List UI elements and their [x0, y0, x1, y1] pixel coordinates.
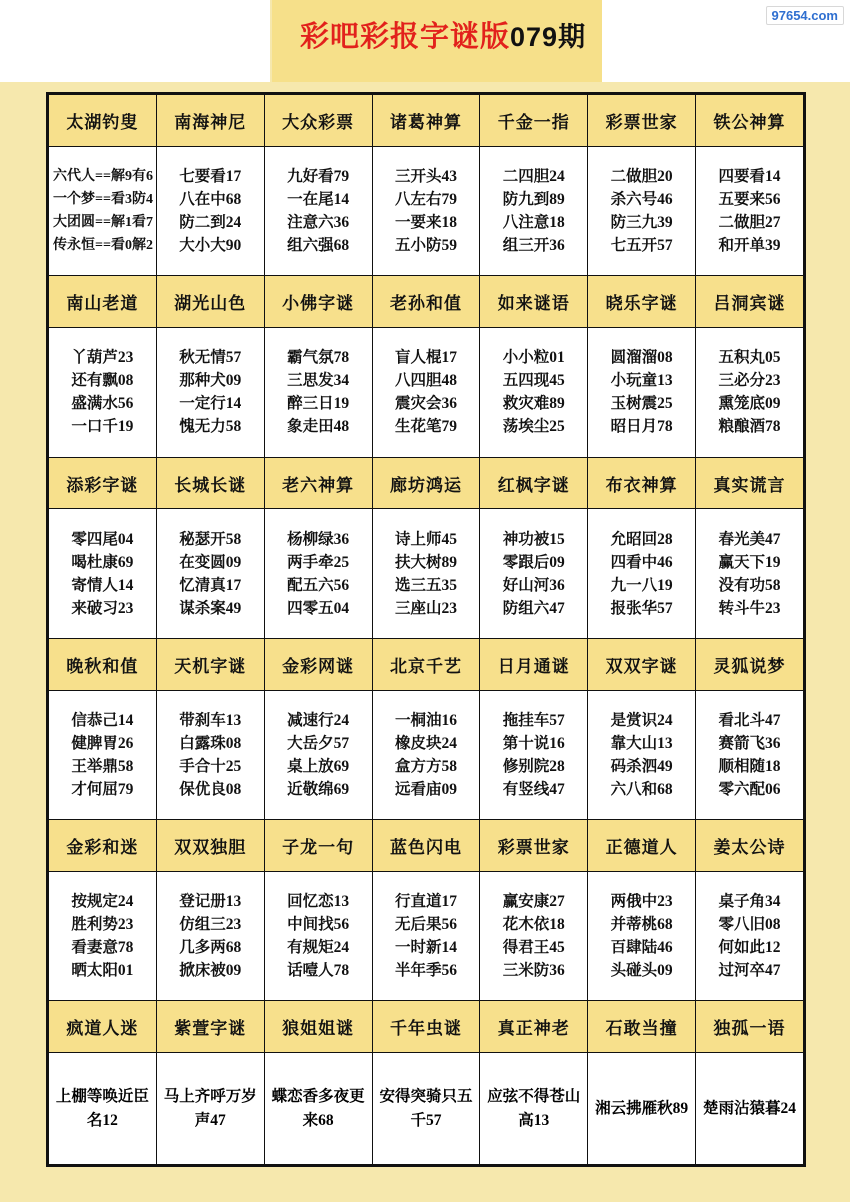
column-header: 湖光山色: [156, 276, 264, 328]
page-title: [300, 14, 730, 55]
riddle-line: 三开头43: [394, 168, 457, 186]
riddle-line: 才何屈79: [71, 780, 134, 798]
riddle-line: 半年季56: [394, 962, 457, 980]
riddle-line: 二做胆20: [610, 168, 673, 186]
riddle-line: 头碰头09: [610, 962, 673, 980]
riddle-line: 昭日月78: [610, 418, 673, 436]
top-banner: [0, 0, 850, 88]
column-header: 太湖钓叟: [49, 95, 157, 147]
riddle-line: 百肆陆46: [610, 939, 673, 957]
riddle-line: 看妻意78: [71, 939, 134, 957]
riddle-line: 安得突骑只五: [379, 1087, 473, 1105]
column-header: 姜太公诗: [696, 820, 804, 872]
riddle-line: 三必分23: [718, 372, 781, 390]
column-header: 疯道人迷: [49, 1001, 157, 1053]
page-title-text: 彩吧彩报字谜版: [300, 21, 511, 53]
riddle-line: 三米防36: [502, 962, 565, 980]
riddle-line: 四看中46: [610, 553, 673, 571]
table-row: [49, 872, 804, 1001]
column-header: 铁公神算: [696, 95, 804, 147]
riddle-line: 大小大90: [179, 237, 242, 255]
riddle-cell: [480, 1053, 588, 1165]
riddle-line: 霸气氛78: [287, 349, 350, 367]
riddle-line: 王举鼎58: [71, 757, 134, 775]
riddle-cell: [156, 328, 264, 457]
riddle-line: 零六配06: [718, 780, 781, 798]
riddle-line: 拖挂车57: [502, 711, 565, 729]
riddle-line: 象走田48: [287, 418, 350, 436]
riddle-line: 靠大山13: [610, 734, 673, 752]
riddle-line: 传永恒==看0解2: [53, 238, 153, 254]
riddle-line: 允昭回28: [610, 530, 673, 548]
table-header-row: [49, 95, 804, 147]
column-header: 金彩网谜: [264, 638, 372, 690]
riddle-line: 大团圆==解1看7: [53, 215, 153, 231]
riddle-line: 行直道17: [394, 893, 457, 911]
table-header-row: [49, 820, 804, 872]
table-header-row: [49, 638, 804, 690]
column-header: 双双字谜: [588, 638, 696, 690]
riddle-line: 一要来18: [394, 214, 457, 232]
riddle-line: 九好看79: [287, 168, 350, 186]
riddle-line: 蝶恋香多夜更: [271, 1087, 365, 1105]
riddle-line: 过河卒47: [718, 962, 781, 980]
riddle-line: 诗上师45: [394, 530, 457, 548]
riddle-line: 小玩童13: [610, 372, 673, 390]
column-header: 灵狐说梦: [696, 638, 804, 690]
column-header: 老孙和值: [372, 276, 480, 328]
riddle-line: 远看庙09: [394, 780, 457, 798]
riddle-line: 登记册13: [179, 893, 242, 911]
column-header: 千金一指: [480, 95, 588, 147]
riddle-cell: [696, 328, 804, 457]
riddle-line: 应弦不得苍山: [487, 1087, 581, 1105]
riddle-cell: [49, 1053, 157, 1165]
riddle-line: 来68: [302, 1111, 334, 1129]
riddle-line: 名12: [86, 1111, 118, 1129]
riddle-line: 报张华57: [610, 599, 673, 617]
riddle-line: 转斗牛23: [718, 599, 781, 617]
riddle-line: 几多两68: [179, 939, 242, 957]
table-header-row: [49, 457, 804, 509]
riddle-line: 喝杜康69: [71, 553, 134, 571]
riddle-line: 八左右79: [394, 191, 457, 209]
riddle-line: 零四尾04: [71, 530, 134, 548]
riddle-line: 忆清真17: [179, 576, 242, 594]
riddle-line: 信恭己14: [71, 711, 134, 729]
riddle-line: 二四胆24: [502, 168, 565, 186]
riddle-line: 近敬绵69: [287, 780, 350, 798]
riddle-cell: [588, 328, 696, 457]
riddle-cell: [372, 690, 480, 819]
riddle-line: 一桐油16: [394, 711, 457, 729]
riddle-line: 醉三日19: [287, 395, 350, 413]
riddle-line: 八注意18: [502, 214, 565, 232]
riddle-line: 谋杀案49: [179, 599, 242, 617]
riddle-line: 五四现45: [502, 372, 565, 390]
column-header: 石敢当撞: [588, 1001, 696, 1053]
riddle-line: 并蒂桃68: [610, 916, 673, 934]
riddle-sheet: [46, 92, 806, 1167]
riddle-line: 千57: [410, 1111, 442, 1129]
riddle-cell: [696, 146, 804, 275]
riddle-line: 扶大树89: [394, 553, 457, 571]
riddle-line: 高13: [518, 1111, 550, 1129]
riddle-line: 手合十25: [179, 757, 242, 775]
riddle-line: 四零五04: [287, 599, 350, 617]
riddle-line: 橡皮块24: [394, 734, 457, 752]
riddle-cell: [696, 1053, 804, 1165]
riddle-line: 赛箭飞36: [718, 734, 781, 752]
riddle-line: 湘云拂雁秋89: [595, 1099, 689, 1117]
riddle-line: 减速行24: [287, 711, 350, 729]
column-header: 长城长谜: [156, 457, 264, 509]
column-header: 日月通谜: [480, 638, 588, 690]
riddle-cell: [264, 146, 372, 275]
riddle-line: 四要看14: [718, 168, 781, 186]
riddle-cell: [156, 872, 264, 1001]
riddle-line: 杨柳绿36: [287, 530, 350, 548]
riddle-cell: [49, 146, 157, 275]
riddle-line: 七要看17: [179, 168, 242, 186]
riddle-line: 看北斗47: [718, 711, 781, 729]
column-header: 彩票世家: [588, 95, 696, 147]
riddle-line: 两俄中23: [610, 893, 673, 911]
riddle-line: 杀六号46: [610, 191, 673, 209]
riddle-line: 玉树震25: [610, 395, 673, 413]
column-header: 千年虫谜: [372, 1001, 480, 1053]
riddle-line: 盒方方58: [394, 757, 457, 775]
riddle-line: 中间找56: [287, 916, 350, 934]
column-header: 小佛字谜: [264, 276, 372, 328]
riddle-line: 三座山23: [394, 599, 457, 617]
riddle-line: 在变圆09: [179, 553, 242, 571]
riddle-line: 仿组三23: [179, 916, 242, 934]
riddle-line: 七五开57: [610, 237, 673, 255]
riddle-line: 组六强68: [287, 237, 350, 255]
column-header: 红枫字谜: [480, 457, 588, 509]
column-header: 蓝色闪电: [372, 820, 480, 872]
column-header: 正德道人: [588, 820, 696, 872]
column-header: 南山老道: [49, 276, 157, 328]
riddle-line: 马上齐呼万岁: [163, 1087, 257, 1105]
riddle-line: 按规定24: [71, 893, 134, 911]
riddle-line: 丫葫芦23: [71, 349, 134, 367]
riddle-line: 盛满水56: [71, 395, 134, 413]
column-header: 独孤一语: [696, 1001, 804, 1053]
riddle-cell: [264, 690, 372, 819]
column-header: 真实谎言: [696, 457, 804, 509]
riddle-cell: [264, 328, 372, 457]
riddle-line: 防九到89: [502, 191, 565, 209]
riddle-cell: [588, 146, 696, 275]
riddle-line: 防组六47: [502, 599, 565, 617]
riddle-line: 第十说16: [502, 734, 565, 752]
column-header: 真正神老: [480, 1001, 588, 1053]
riddle-line: 好山河36: [502, 576, 565, 594]
riddle-cell: [480, 328, 588, 457]
watermark: 97654.com: [766, 6, 845, 25]
column-header: 晓乐字谜: [588, 276, 696, 328]
column-header: 金彩和迷: [49, 820, 157, 872]
riddle-cell: [588, 872, 696, 1001]
riddle-line: 八在中68: [179, 191, 242, 209]
riddle-line: 秋无情57: [179, 349, 242, 367]
table-header-row: [49, 276, 804, 328]
riddle-cell: [480, 509, 588, 638]
riddle-cell: [480, 872, 588, 1001]
riddle-line: 一口千19: [71, 418, 134, 436]
riddle-cell: [49, 872, 157, 1001]
riddle-line: 是赏识24: [610, 711, 673, 729]
riddle-cell: [264, 509, 372, 638]
column-header: 南海神尼: [156, 95, 264, 147]
riddle-line: 那种犬09: [179, 372, 242, 390]
riddle-line: 熏笼底09: [718, 395, 781, 413]
riddle-line: 九一八19: [610, 576, 673, 594]
riddle-line: 圆溜溜08: [610, 349, 673, 367]
table-row: [49, 1053, 804, 1165]
riddle-cell: [156, 1053, 264, 1165]
riddle-line: 小小粒01: [502, 349, 565, 367]
riddle-cell: [588, 690, 696, 819]
riddle-line: 一在尾14: [287, 191, 350, 209]
riddle-cell: [372, 146, 480, 275]
riddle-line: 零跟后09: [502, 553, 565, 571]
riddle-line: 救灾难89: [502, 395, 565, 413]
riddle-line: 六八和68: [610, 780, 673, 798]
riddle-cell: [696, 509, 804, 638]
riddle-line: 修别院28: [502, 757, 565, 775]
column-header: 狼姐姐谜: [264, 1001, 372, 1053]
riddle-cell: [49, 690, 157, 819]
riddle-line: 防二到24: [179, 214, 242, 232]
riddle-line: 话噎人78: [287, 962, 350, 980]
riddle-line: 胜利势23: [71, 916, 134, 934]
column-header: 吕洞宾谜: [696, 276, 804, 328]
riddle-line: 得君王45: [502, 939, 565, 957]
riddle-line: 来破习23: [71, 599, 134, 617]
riddle-line: 和开单39: [718, 237, 781, 255]
riddle-line: 大岳夕57: [287, 734, 350, 752]
riddle-line: 八四胆48: [394, 372, 457, 390]
riddle-line: 白露珠08: [179, 734, 242, 752]
table-row: [49, 328, 804, 457]
riddle-cell: [372, 1053, 480, 1165]
riddle-line: 无后果56: [394, 916, 457, 934]
banner-left-blank: [0, 0, 270, 82]
column-header: 北京千艺: [372, 638, 480, 690]
riddle-line: 花木依18: [502, 916, 565, 934]
riddle-cell: [372, 872, 480, 1001]
riddle-line: 有竖线47: [502, 780, 565, 798]
column-header: 紫萱字谜: [156, 1001, 264, 1053]
riddle-cell: [264, 1053, 372, 1165]
issue-number: 079期: [510, 22, 587, 52]
riddle-line: 带刹车13: [179, 711, 242, 729]
riddle-line: 有规矩24: [287, 939, 350, 957]
column-header: 大众彩票: [264, 95, 372, 147]
column-header: 彩票世家: [480, 820, 588, 872]
riddle-line: 桌上放69: [287, 757, 350, 775]
column-header: 添彩字谜: [49, 457, 157, 509]
riddle-line: 两手牵25: [287, 553, 350, 571]
riddle-cell: [156, 509, 264, 638]
column-header: 如来谜语: [480, 276, 588, 328]
column-header: 廊坊鸿运: [372, 457, 480, 509]
riddle-line: 盲人棍17: [394, 349, 457, 367]
riddle-line: 一时新14: [394, 939, 457, 957]
riddle-line: 回忆恋13: [287, 893, 350, 911]
riddle-cell: [264, 872, 372, 1001]
riddle-cell: [696, 690, 804, 819]
riddle-line: 五要来56: [718, 191, 781, 209]
riddle-line: 赢天下19: [718, 553, 781, 571]
riddle-line: 粮酿酒78: [718, 418, 781, 436]
riddle-line: 桌子角34: [718, 893, 781, 911]
riddle-line: 楚雨沾猿暮24: [703, 1099, 797, 1117]
riddle-cell: [49, 328, 157, 457]
riddle-line: 二做胆27: [718, 214, 781, 232]
riddle-line: 防三九39: [610, 214, 673, 232]
riddle-line: 注意六36: [287, 214, 350, 232]
riddle-line: 生花笔79: [394, 418, 457, 436]
riddle-cell: [588, 509, 696, 638]
riddle-cell: [480, 690, 588, 819]
riddle-line: 没有功58: [718, 576, 781, 594]
column-header: 晚秋和值: [49, 638, 157, 690]
riddle-line: 五小防59: [394, 237, 457, 255]
riddle-line: 晒太阳01: [71, 962, 134, 980]
riddle-cell: [480, 146, 588, 275]
riddle-line: 春光美47: [718, 530, 781, 548]
riddle-cell: [156, 146, 264, 275]
riddle-cell: [696, 872, 804, 1001]
riddle-line: 零八旧08: [718, 916, 781, 934]
table-row: [49, 509, 804, 638]
riddle-line: 顺相随18: [718, 757, 781, 775]
table-header-row: [49, 1001, 804, 1053]
riddle-table: [48, 94, 804, 1165]
riddle-cell: [156, 690, 264, 819]
riddle-line: 掀床被09: [179, 962, 242, 980]
riddle-line: 赢安康27: [502, 893, 565, 911]
riddle-line: 荡埃尘25: [502, 418, 565, 436]
riddle-line: 震灾会36: [394, 395, 457, 413]
riddle-cell: [372, 328, 480, 457]
column-header: 诸葛神算: [372, 95, 480, 147]
riddle-line: 组三开36: [502, 237, 565, 255]
column-header: 子龙一句: [264, 820, 372, 872]
riddle-line: 码杀泗49: [610, 757, 673, 775]
riddle-line: 保优良08: [179, 780, 242, 798]
riddle-line: 一定行14: [179, 395, 242, 413]
riddle-line: 声47: [194, 1111, 226, 1129]
riddle-line: 上棚等唤近臣: [55, 1087, 149, 1105]
column-header: 老六神算: [264, 457, 372, 509]
riddle-line: 五积丸05: [718, 349, 781, 367]
table-row: [49, 690, 804, 819]
riddle-line: 一个梦==看3防4: [53, 192, 153, 208]
riddle-cell: [588, 1053, 696, 1165]
riddle-line: 三思发34: [287, 372, 350, 390]
riddle-line: 寄情人14: [71, 576, 134, 594]
riddle-line: 秘瑟开58: [179, 530, 242, 548]
riddle-line: 选三五35: [394, 576, 457, 594]
riddle-line: 何如此12: [718, 939, 781, 957]
column-header: 双双独胆: [156, 820, 264, 872]
riddle-cell: [49, 509, 157, 638]
riddle-line: 六代人==解9有6: [53, 169, 153, 185]
riddle-line: 愧无力58: [179, 418, 242, 436]
riddle-line: 健脾胃26: [71, 734, 134, 752]
column-header: 布衣神算: [588, 457, 696, 509]
column-header: 天机字谜: [156, 638, 264, 690]
riddle-cell: [372, 509, 480, 638]
riddle-line: 还有飘08: [71, 372, 134, 390]
table-row: [49, 146, 804, 275]
riddle-line: 配五六56: [287, 576, 350, 594]
riddle-line: 神功被15: [502, 530, 565, 548]
